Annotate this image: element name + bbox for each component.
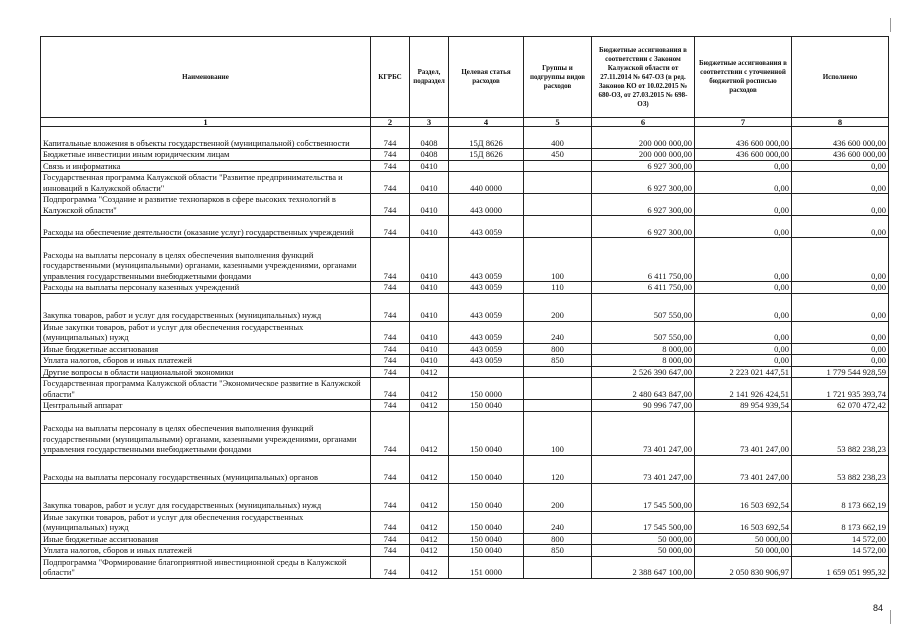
table-row — [41, 160, 889, 172]
row-target-article: 150 0040 — [449, 411, 524, 455]
row-executed: 53 882 238,23 — [792, 411, 889, 455]
row-target-article: 440 0000 — [449, 172, 524, 194]
row-name: Подпрограмма "Формирование благоприятной инвестиционной среды в Калужской области" — [41, 556, 371, 578]
row-expense-group: 400 — [524, 127, 592, 149]
row-schedule-allocation: 50 000,00 — [695, 545, 792, 557]
row-law-allocation: 17 545 500,00 — [592, 483, 695, 511]
table-row — [41, 149, 889, 161]
row-razdel: 0412 — [410, 545, 449, 557]
row-expense-group — [524, 194, 592, 216]
row-name: Капитальные вложения в объекты государственной (муниципальной) собственности — [41, 127, 371, 149]
column-number: 8 — [792, 118, 889, 127]
table-row — [41, 172, 889, 194]
row-expense-group: 240 — [524, 511, 592, 533]
table-row — [41, 194, 889, 216]
row-kgrbs: 744 — [371, 343, 410, 355]
row-name: Центральный аппарат — [41, 400, 371, 412]
row-razdel: 0410 — [410, 293, 449, 321]
row-schedule-allocation: 0,00 — [695, 172, 792, 194]
row-target-article: 150 0040 — [449, 400, 524, 412]
row-law-allocation: 507 550,00 — [592, 293, 695, 321]
column-number: 2 — [371, 118, 410, 127]
row-law-allocation: 90 996 747,00 — [592, 400, 695, 412]
row-expense-group — [524, 378, 592, 400]
table-row — [41, 511, 889, 533]
row-expense-group: 100 — [524, 238, 592, 282]
row-executed: 8 173 662,19 — [792, 511, 889, 533]
row-razdel: 0412 — [410, 400, 449, 412]
table-row — [41, 400, 889, 412]
table-row — [41, 455, 889, 483]
table-body — [41, 127, 889, 579]
row-kgrbs: 744 — [371, 355, 410, 367]
row-razdel: 0410 — [410, 282, 449, 294]
header-schedule-allocations: Бюджетные ассигнования в соответствии с уточненной бюджетной росписью расходов — [695, 37, 792, 118]
table-row — [41, 378, 889, 400]
row-target-article: 443 0059 — [449, 216, 524, 238]
row-name: Другие вопросы в области национальной экономики — [41, 366, 371, 378]
row-name: Подпрограмма "Создание и развитие технопарков в сфере высоких технологий в Калужской области" — [41, 194, 371, 216]
row-expense-group: 110 — [524, 282, 592, 294]
row-expense-group: 850 — [524, 545, 592, 557]
row-name: Иные бюджетные ассигнования — [41, 343, 371, 355]
row-expense-group — [524, 216, 592, 238]
row-razdel: 0412 — [410, 533, 449, 545]
row-target-article: 443 0059 — [449, 321, 524, 343]
row-razdel: 0410 — [410, 172, 449, 194]
header-name: Наименование — [41, 37, 371, 118]
table-row — [41, 411, 889, 455]
row-razdel: 0410 — [410, 355, 449, 367]
row-target-article: 150 0040 — [449, 533, 524, 545]
row-name: Бюджетные инвестиции иным юридическим лицам — [41, 149, 371, 161]
row-target-article: 151 0000 — [449, 556, 524, 578]
row-law-allocation: 2 526 390 647,00 — [592, 366, 695, 378]
row-target-article: 443 0059 — [449, 355, 524, 367]
row-schedule-allocation: 0,00 — [695, 355, 792, 367]
row-target-article: 443 0059 — [449, 343, 524, 355]
row-executed: 53 882 238,23 — [792, 455, 889, 483]
row-kgrbs: 744 — [371, 483, 410, 511]
row-schedule-allocation: 2 141 926 424,51 — [695, 378, 792, 400]
row-schedule-allocation: 0,00 — [695, 293, 792, 321]
row-law-allocation: 6 927 300,00 — [592, 160, 695, 172]
table-row — [41, 127, 889, 149]
table-row — [41, 238, 889, 282]
row-razdel: 0412 — [410, 366, 449, 378]
row-expense-group: 800 — [524, 533, 592, 545]
row-name: Уплата налогов, сборов и иных платежей — [41, 545, 371, 557]
table-row — [41, 293, 889, 321]
header-razdel: Раздел, подраздел — [410, 37, 449, 118]
row-kgrbs: 744 — [371, 556, 410, 578]
table-row — [41, 282, 889, 294]
row-executed: 436 600 000,00 — [792, 127, 889, 149]
column-number: 6 — [592, 118, 695, 127]
row-schedule-allocation: 436 600 000,00 — [695, 149, 792, 161]
row-schedule-allocation: 16 503 692,54 — [695, 483, 792, 511]
row-name: Закупка товаров, работ и услуг для государственных (муниципальных) нужд — [41, 483, 371, 511]
row-schedule-allocation: 16 503 692,54 — [695, 511, 792, 533]
row-executed: 0,00 — [792, 321, 889, 343]
row-schedule-allocation: 0,00 — [695, 321, 792, 343]
row-kgrbs: 744 — [371, 545, 410, 557]
row-target-article: 150 0040 — [449, 483, 524, 511]
header-target-article: Целевая статья расходов — [449, 37, 524, 118]
row-expense-group — [524, 556, 592, 578]
row-executed: 0,00 — [792, 293, 889, 321]
row-schedule-allocation: 73 401 247,00 — [695, 455, 792, 483]
row-law-allocation: 6 927 300,00 — [592, 194, 695, 216]
row-law-allocation: 73 401 247,00 — [592, 411, 695, 455]
row-law-allocation: 507 550,00 — [592, 321, 695, 343]
row-name: Расходы на обеспечение деятельности (оказание услуг) государственных учреждений — [41, 216, 371, 238]
row-law-allocation: 2 480 643 847,00 — [592, 378, 695, 400]
row-expense-group: 800 — [524, 343, 592, 355]
table-row — [41, 533, 889, 545]
row-schedule-allocation: 0,00 — [695, 194, 792, 216]
row-razdel: 0408 — [410, 149, 449, 161]
header-law-allocations: Бюджетные ассигнования в соответствии с Законом Калужской области от 27.11.2014 № 647-ОЗ (в ред. Законов КО от 10.02.2015 № 680-ОЗ, от 27.03.2015 № 698-ОЗ) — [592, 37, 695, 118]
budget-execution-table — [40, 36, 889, 579]
row-name: Связь и информатика — [41, 160, 371, 172]
column-number: 7 — [695, 118, 792, 127]
row-target-article — [449, 160, 524, 172]
row-razdel: 0412 — [410, 455, 449, 483]
row-razdel: 0408 — [410, 127, 449, 149]
row-executed: 8 173 662,19 — [792, 483, 889, 511]
row-razdel: 0410 — [410, 343, 449, 355]
table-row — [41, 216, 889, 238]
row-executed: 14 572,00 — [792, 545, 889, 557]
row-razdel: 0410 — [410, 194, 449, 216]
row-kgrbs: 744 — [371, 533, 410, 545]
row-law-allocation: 8 000,00 — [592, 355, 695, 367]
row-kgrbs: 744 — [371, 455, 410, 483]
row-expense-group: 240 — [524, 321, 592, 343]
table-row — [41, 483, 889, 511]
row-target-article: 150 0040 — [449, 511, 524, 533]
row-kgrbs: 744 — [371, 366, 410, 378]
header-executed: Исполнено — [792, 37, 889, 118]
row-kgrbs: 744 — [371, 194, 410, 216]
table-row — [41, 343, 889, 355]
column-number: 4 — [449, 118, 524, 127]
row-name: Иные закупки товаров, работ и услуг для обеспечения государственных (муниципальных) нужд — [41, 321, 371, 343]
row-law-allocation: 8 000,00 — [592, 343, 695, 355]
row-expense-group: 450 — [524, 149, 592, 161]
row-target-article: 443 0059 — [449, 238, 524, 282]
row-expense-group: 100 — [524, 411, 592, 455]
row-expense-group — [524, 172, 592, 194]
column-number: 1 — [41, 118, 371, 127]
table-row — [41, 366, 889, 378]
row-executed: 0,00 — [792, 216, 889, 238]
row-law-allocation: 17 545 500,00 — [592, 511, 695, 533]
row-schedule-allocation: 0,00 — [695, 343, 792, 355]
row-kgrbs: 744 — [371, 238, 410, 282]
row-law-allocation: 6 411 750,00 — [592, 238, 695, 282]
row-executed: 0,00 — [792, 343, 889, 355]
header-row — [41, 37, 889, 118]
row-executed: 0,00 — [792, 282, 889, 294]
row-kgrbs: 744 — [371, 127, 410, 149]
row-law-allocation: 50 000,00 — [592, 545, 695, 557]
row-expense-group — [524, 160, 592, 172]
header-expense-groups: Группы и подгруппы видов расходов — [524, 37, 592, 118]
row-kgrbs: 744 — [371, 293, 410, 321]
row-expense-group: 120 — [524, 455, 592, 483]
row-target-article: 150 0040 — [449, 455, 524, 483]
row-executed: 0,00 — [792, 238, 889, 282]
row-schedule-allocation: 89 954 939,54 — [695, 400, 792, 412]
row-expense-group — [524, 400, 592, 412]
row-razdel: 0410 — [410, 238, 449, 282]
row-kgrbs: 744 — [371, 400, 410, 412]
row-executed: 14 572,00 — [792, 533, 889, 545]
row-name: Государственная программа Калужской области "Развитие предпринимательства и инноваций в Калужской области" — [41, 172, 371, 194]
row-target-article: 150 0040 — [449, 545, 524, 557]
row-kgrbs: 744 — [371, 216, 410, 238]
row-target-article: 443 0059 — [449, 282, 524, 294]
column-number: 3 — [410, 118, 449, 127]
row-target-article — [449, 366, 524, 378]
row-executed: 62 070 472,42 — [792, 400, 889, 412]
row-target-article: 150 0000 — [449, 378, 524, 400]
row-razdel: 0412 — [410, 378, 449, 400]
row-kgrbs: 744 — [371, 282, 410, 294]
row-schedule-allocation: 2 223 021 447,51 — [695, 366, 792, 378]
row-schedule-allocation: 50 000,00 — [695, 533, 792, 545]
row-executed: 436 600 000,00 — [792, 149, 889, 161]
header-kgrbs: КГРБС — [371, 37, 410, 118]
row-law-allocation: 50 000,00 — [592, 533, 695, 545]
row-expense-group: 200 — [524, 293, 592, 321]
row-name: Расходы на выплаты персоналу государственных (муниципальных) органов — [41, 455, 371, 483]
row-name: Иные закупки товаров, работ и услуг для обеспечения государственных (муниципальных) нужд — [41, 511, 371, 533]
row-schedule-allocation: 0,00 — [695, 282, 792, 294]
row-schedule-allocation: 0,00 — [695, 160, 792, 172]
budget-table-sheet — [40, 36, 888, 579]
scan-edge-mark — [890, 610, 891, 624]
column-number-row — [41, 118, 889, 127]
row-law-allocation: 73 401 247,00 — [592, 455, 695, 483]
table-row — [41, 321, 889, 343]
row-expense-group: 200 — [524, 483, 592, 511]
table-row — [41, 355, 889, 367]
row-kgrbs: 744 — [371, 172, 410, 194]
row-kgrbs: 744 — [371, 149, 410, 161]
row-target-article: 15Д 8626 — [449, 127, 524, 149]
row-name: Расходы на выплаты персоналу в целях обеспечения выполнения функций государственными (муниципальными) органами, казенными учреждениями, органами управления государственными внебюджетными фондами — [41, 411, 371, 455]
row-razdel: 0410 — [410, 321, 449, 343]
row-target-article: 443 0000 — [449, 194, 524, 216]
row-razdel: 0410 — [410, 216, 449, 238]
row-law-allocation: 200 000 000,00 — [592, 127, 695, 149]
row-kgrbs: 744 — [371, 378, 410, 400]
row-name: Закупка товаров, работ и услуг для государственных (муниципальных) нужд — [41, 293, 371, 321]
table-row — [41, 545, 889, 557]
row-razdel: 0412 — [410, 511, 449, 533]
row-kgrbs: 744 — [371, 321, 410, 343]
row-law-allocation: 6 927 300,00 — [592, 216, 695, 238]
row-law-allocation: 2 388 647 100,00 — [592, 556, 695, 578]
row-expense-group: 850 — [524, 355, 592, 367]
row-schedule-allocation: 73 401 247,00 — [695, 411, 792, 455]
row-expense-group — [524, 366, 592, 378]
row-law-allocation: 6 411 750,00 — [592, 282, 695, 294]
row-executed: 1 779 544 928,59 — [792, 366, 889, 378]
row-target-article: 443 0059 — [449, 293, 524, 321]
row-razdel: 0412 — [410, 556, 449, 578]
row-executed: 0,00 — [792, 160, 889, 172]
page-number: 84 — [872, 603, 883, 613]
row-executed: 0,00 — [792, 172, 889, 194]
column-number: 5 — [524, 118, 592, 127]
row-schedule-allocation: 2 050 830 906,97 — [695, 556, 792, 578]
row-kgrbs: 744 — [371, 160, 410, 172]
row-executed: 0,00 — [792, 355, 889, 367]
row-razdel: 0412 — [410, 411, 449, 455]
row-razdel: 0412 — [410, 483, 449, 511]
row-name: Иные бюджетные ассигнования — [41, 533, 371, 545]
row-name: Расходы на выплаты персоналу в целях обеспечения выполнения функций государственными (муниципальными) органами, казенными учреждениями, органами управления государственными внебюджетными фондами — [41, 238, 371, 282]
row-law-allocation: 6 927 300,00 — [592, 172, 695, 194]
row-executed: 1 659 051 995,32 — [792, 556, 889, 578]
row-name: Уплата налогов, сборов и иных платежей — [41, 355, 371, 367]
row-executed: 0,00 — [792, 194, 889, 216]
row-kgrbs: 744 — [371, 511, 410, 533]
row-schedule-allocation: 0,00 — [695, 216, 792, 238]
row-schedule-allocation: 0,00 — [695, 238, 792, 282]
row-target-article: 15Д 8626 — [449, 149, 524, 161]
row-schedule-allocation: 436 600 000,00 — [695, 127, 792, 149]
row-law-allocation: 200 000 000,00 — [592, 149, 695, 161]
scan-edge-mark — [890, 18, 891, 32]
row-executed: 1 721 935 393,74 — [792, 378, 889, 400]
row-razdel: 0410 — [410, 160, 449, 172]
row-kgrbs: 744 — [371, 411, 410, 455]
row-name: Расходы на выплаты персоналу казенных учреждений — [41, 282, 371, 294]
table-row — [41, 556, 889, 578]
row-name: Государственная программа Калужской области "Экономическое развитие в Калужской области" — [41, 378, 371, 400]
